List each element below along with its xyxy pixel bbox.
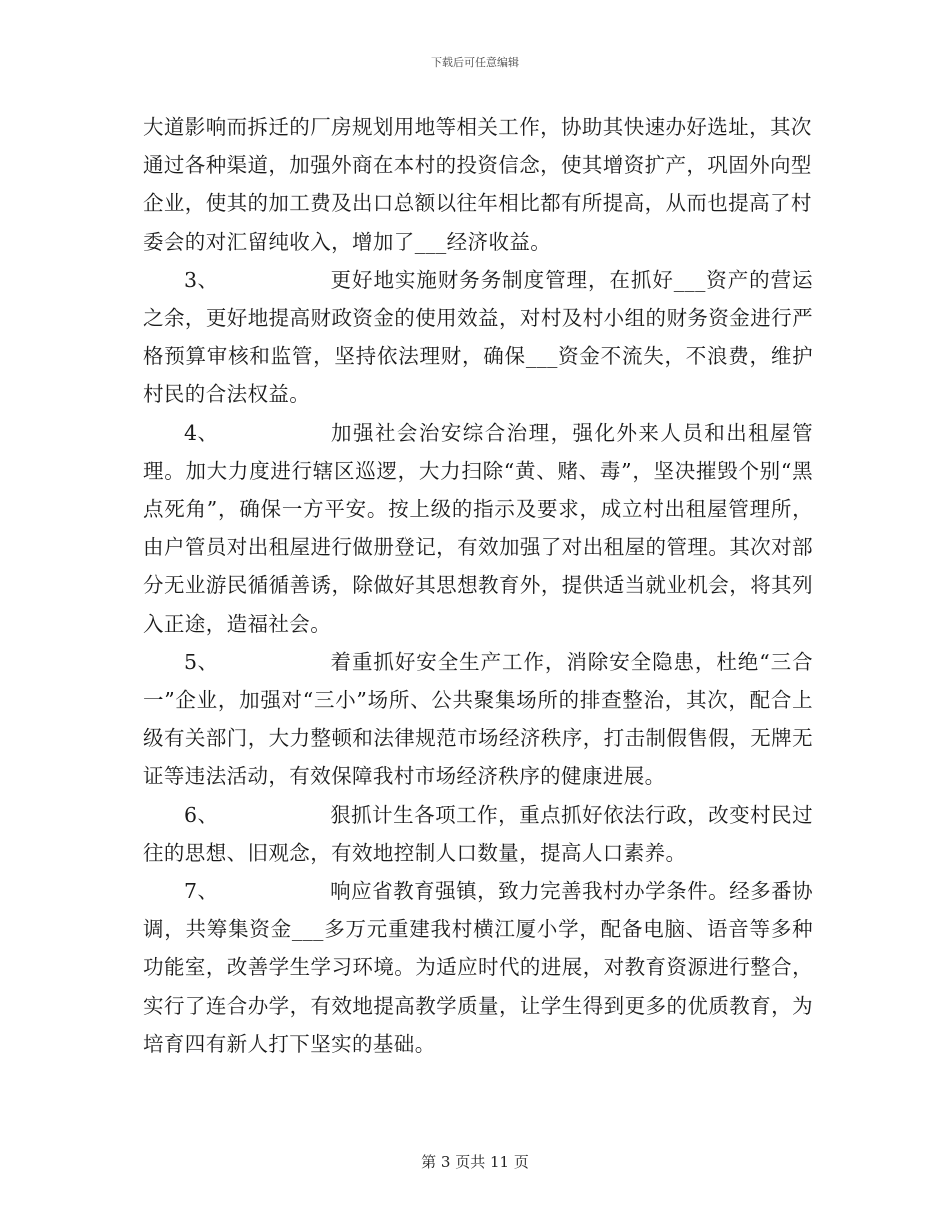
- paragraph-continued: [143, 108, 813, 261]
- page-footer: 第 3 页共 11 页: [421, 1153, 529, 1171]
- paragraph-item-5: [143, 643, 813, 796]
- paragraph-text: 大道影响而拆迁的厂房规划用地等相关工作，协助其快速办好选址，其次通过各种渠道，加强外商在本村的投资信念，使其增资扩产，巩固外向型企业，使其的加工费及出口总额以往年相比都有所提高，从而也提高了村委会的对汇留纯收入，增加了___经济收益。: [143, 115, 812, 254]
- item-number: 3、: [184, 267, 219, 292]
- paragraph-text: 着重抓好安全生产工作，消除安全隐患，杜绝“三合一”企业，加强对“三小”场所、公共聚集场所的排查整治，其次，配合上级有关部门，大力整顿和法律规范市场经济秩序，打击制假售假，无牌无证等违法活动，有效保障我村市场经济秩序的健康进展。: [143, 649, 813, 789]
- paragraph-text: 更好地实施财务务制度管理，在抓好___资产的营运之余，更好地提高财政资金的使用效益，对村及村小组的财务资金进行严格预算审核和监管，坚持依法理财，确保___资金不流失，不浪费，维护村民的合法权益。: [143, 267, 813, 407]
- item-number: 5、: [184, 649, 219, 674]
- paragraph-item-4: [143, 414, 813, 643]
- paragraph-item-6: [143, 796, 813, 872]
- page-header: 下载后可任意编辑: [431, 56, 519, 69]
- item-number: 6、: [184, 802, 219, 827]
- paragraph-text: 响应省教育强镇，致力完善我村办学条件。经多番协调，共筹集资金___多万元重建我村横江厦小学，配备电脑、语音等多种功能室，改善学生学习环境。为适应时代的进展，对教育资源进行整合，实行了连合办学，有效地提高教学质量，让学生得到更多的优质教育，为培育四有新人打下坚实的基础。: [143, 879, 813, 1056]
- paragraph-item-3: [143, 261, 813, 414]
- item-number: 4、: [184, 420, 219, 445]
- item-number: 7、: [184, 879, 219, 904]
- paragraph-text: 加强社会治安综合治理，强化外来人员和出租屋管理。加大力度进行辖区巡逻，大力扫除“黄、赌、毒”，坚决摧毁个别“黑点死角”，确保一方平安。按上级的指示及要求，成立村出租屋管理所，由户管员对出租屋进行做册登记，有效加强了对出租屋的管理。其次对部分无业游民循循善诱，除做好其思想教育外，提供适当就业机会，将其列入正途，造福社会。: [143, 420, 813, 636]
- document-body: [143, 108, 813, 1063]
- paragraph-text: 狠抓计生各项工作，重点抓好依法行政，改变村民过往的思想、旧观念，有效地控制人口数量，提高人口素养。: [143, 802, 813, 865]
- paragraph-item-7: [143, 872, 813, 1063]
